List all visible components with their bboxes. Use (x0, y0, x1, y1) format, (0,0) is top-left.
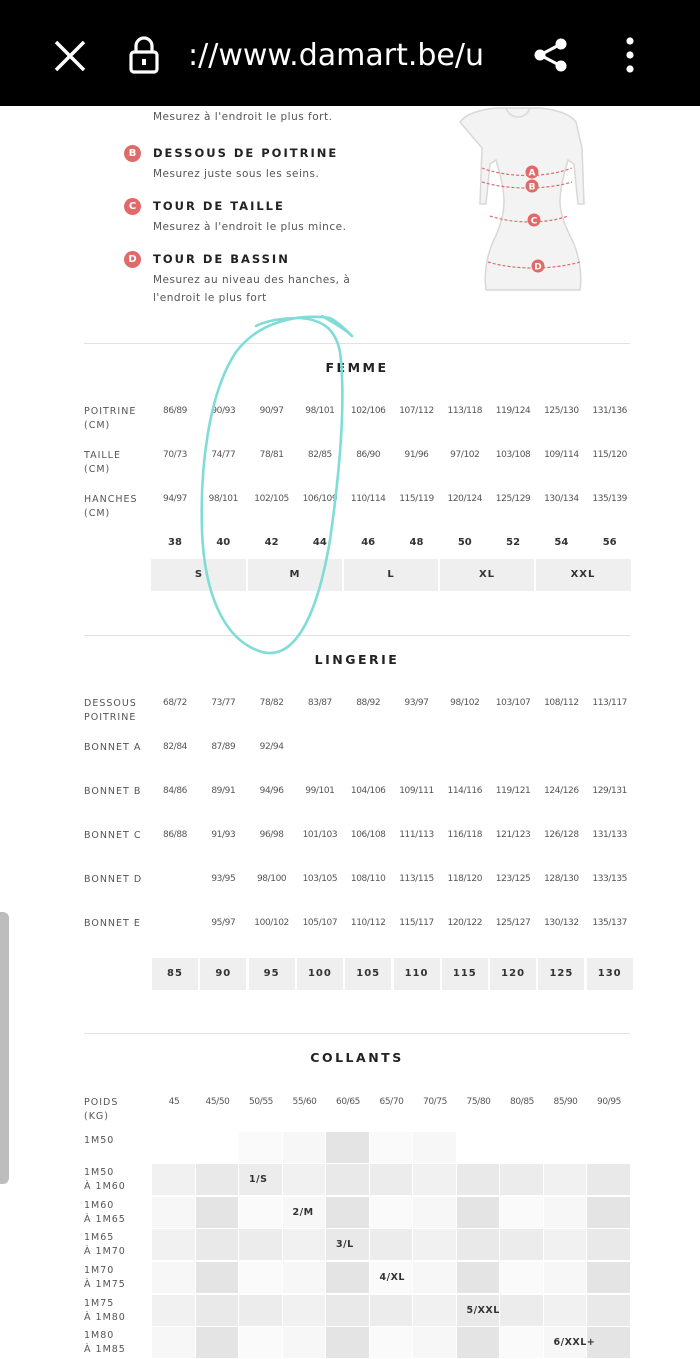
grid-cell (239, 1262, 282, 1293)
table-cell: 89/91 (211, 786, 236, 796)
weight-header: 70/75 (423, 1097, 447, 1107)
row-label: POITRINE (CM) (84, 406, 137, 431)
marker-badge: C (124, 198, 141, 215)
grid-cell (239, 1197, 282, 1228)
weight-header: 55/60 (292, 1097, 317, 1107)
size-number: 38 (168, 537, 182, 548)
table-cell: 107/112 (399, 406, 434, 416)
grid-cell (326, 1164, 369, 1195)
table-cell: 128/130 (544, 874, 579, 884)
grid-cell (544, 1262, 587, 1293)
height-label: 1M70 À 1M75 (84, 1265, 126, 1290)
table-cell: 94/96 (259, 786, 284, 796)
grid-cell (500, 1197, 543, 1228)
grid-cell (457, 1229, 500, 1260)
table-cell: 113/118 (447, 406, 483, 416)
height-label: 1M75 À 1M80 (84, 1298, 126, 1323)
grid-cell (413, 1295, 456, 1326)
table-cell: 120/122 (447, 918, 483, 928)
table-cell: 119/121 (495, 786, 531, 796)
measure-title: DESSOUS DE POITRINE (153, 146, 339, 160)
collants-title: COLLANTS (310, 1050, 404, 1065)
grid-cell (413, 1229, 456, 1260)
table-cell: 83/87 (307, 698, 332, 708)
marker-badge: B (124, 145, 141, 162)
size-letter: M (289, 569, 301, 580)
table-cell: 133/135 (592, 874, 627, 884)
measure-title: TOUR DE BASSIN (153, 252, 290, 266)
grid-cell (196, 1164, 239, 1195)
table-cell: 88/92 (356, 698, 381, 708)
grid-cell (587, 1229, 630, 1260)
table-cell: 91/93 (211, 830, 236, 840)
size-number: 46 (361, 537, 376, 548)
table-cell: 115/117 (399, 918, 434, 928)
scroll-handle[interactable] (0, 912, 9, 1184)
grid-cell (152, 1295, 195, 1326)
table-cell: 111/113 (399, 830, 434, 840)
grid-cell (196, 1229, 239, 1260)
tights-size-label: 2/M (292, 1207, 314, 1218)
grid-cell (283, 1295, 326, 1326)
size-letter: L (387, 569, 395, 580)
grid-cell (239, 1229, 282, 1260)
grid-cell (196, 1262, 239, 1293)
table-cell: 102/105 (254, 494, 289, 504)
grid-cell (326, 1262, 369, 1293)
table-cell: 93/97 (404, 698, 429, 708)
grid-cell (370, 1164, 413, 1195)
grid-cell (370, 1295, 413, 1326)
table-cell: 73/77 (211, 698, 236, 708)
row-label: DESSOUS POITRINE (84, 698, 137, 723)
table-cell: 125/127 (495, 918, 531, 928)
table-cell: 104/106 (350, 786, 386, 796)
size-letter: XXL (570, 569, 596, 580)
measure-desc: Mesurez à l'endroit le plus mince. (153, 221, 347, 233)
size-number: 110 (404, 968, 429, 979)
table-cell: 125/130 (544, 406, 579, 416)
figure-marker-label: C (530, 216, 538, 227)
grid-cell (370, 1229, 413, 1260)
table-cell: 78/82 (259, 698, 284, 708)
table-cell: 101/103 (302, 830, 338, 840)
divider (84, 1033, 630, 1034)
table-cell: 106/109 (302, 494, 338, 504)
divider (84, 343, 630, 344)
row-label: BONNET D (84, 874, 143, 885)
grid-cell (413, 1132, 456, 1163)
grid-cell (326, 1197, 369, 1228)
weight-header: 50/55 (249, 1097, 273, 1107)
grid-cell (152, 1197, 195, 1228)
weight-header: 45/50 (205, 1097, 230, 1107)
table-cell: 86/89 (163, 406, 187, 416)
grid-cell (152, 1327, 195, 1358)
weight-header: 65/70 (379, 1097, 404, 1107)
divider (84, 635, 630, 636)
tights-size-label: 1/S (249, 1174, 268, 1185)
grid-cell (544, 1164, 587, 1195)
grid-cell (587, 1262, 630, 1293)
body-figure (448, 104, 588, 294)
grid-cell (326, 1132, 369, 1163)
table-cell: 105/107 (302, 918, 338, 928)
measure-desc: l'endroit le plus fort (153, 292, 267, 304)
grid-cell (457, 1327, 500, 1358)
size-number: 95 (263, 968, 280, 979)
table-cell: 130/132 (544, 918, 579, 928)
tights-size-label: 5/XXL (466, 1305, 500, 1316)
grid-cell (239, 1295, 282, 1326)
height-label: 1M50 À 1M60 (84, 1167, 126, 1192)
size-number: 52 (506, 537, 521, 548)
grid-cell (544, 1295, 587, 1326)
weight-header: 45 (168, 1097, 180, 1107)
table-cell: 99/101 (305, 786, 335, 796)
size-number: 125 (549, 968, 574, 979)
figure-marker-label: B (528, 182, 536, 193)
table-cell: 119/124 (495, 406, 531, 416)
table-cell: 131/136 (592, 406, 627, 416)
lock-icon[interactable] (127, 35, 161, 75)
table-cell: 129/131 (592, 786, 627, 796)
lingerie-title: LINGERIE (314, 652, 400, 667)
table-cell: 70/73 (163, 450, 187, 460)
table-cell: 87/89 (211, 742, 236, 752)
size-number: 120 (501, 968, 526, 979)
table-cell: 106/108 (350, 830, 386, 840)
size-number: 40 (216, 537, 231, 548)
table-cell: 115/119 (399, 494, 434, 504)
table-cell: 108/112 (544, 698, 579, 708)
grid-cell (196, 1327, 239, 1358)
grid-cell (326, 1327, 369, 1358)
table-cell: 109/114 (544, 450, 579, 460)
table-cell: 102/106 (350, 406, 386, 416)
figure-marker-label: D (534, 262, 542, 273)
grid-cell (413, 1327, 456, 1358)
grid-cell (500, 1262, 543, 1293)
table-cell: 110/112 (350, 918, 386, 928)
tights-size-label: 3/L (336, 1239, 354, 1250)
table-cell: 103/108 (495, 450, 531, 460)
grid-cell (413, 1197, 456, 1228)
table-cell: 130/134 (544, 494, 579, 504)
share-icon[interactable] (532, 36, 570, 74)
table-cell: 109/111 (399, 786, 434, 796)
row-label: BONNET E (84, 918, 141, 929)
table-cell: 92/94 (259, 742, 284, 752)
grid-cell (239, 1327, 282, 1358)
table-cell: 86/90 (356, 450, 381, 460)
weight-header: 85/90 (553, 1097, 578, 1107)
row-label: BONNET A (84, 742, 142, 753)
grid-cell (500, 1164, 543, 1195)
grid-cell (283, 1229, 326, 1260)
size-number: 50 (457, 537, 472, 548)
browser-toolbar (0, 0, 700, 106)
table-cell: 100/102 (254, 918, 289, 928)
weight-header: 60/65 (336, 1097, 360, 1107)
height-label: 1M80 À 1M85 (84, 1330, 126, 1355)
grid-cell (457, 1262, 500, 1293)
grid-cell (370, 1132, 413, 1163)
table-cell: 93/95 (211, 874, 236, 884)
table-cell: 103/107 (495, 698, 531, 708)
grid-cell (457, 1164, 500, 1195)
table-cell: 113/117 (592, 698, 627, 708)
grid-cell (587, 1295, 630, 1326)
grid-cell (196, 1197, 239, 1228)
grid-cell (283, 1132, 326, 1163)
grid-cell (413, 1164, 456, 1195)
table-cell: 108/110 (350, 874, 386, 884)
row-label: TAILLE (CM) (84, 450, 121, 475)
row-label: HANCHES (CM) (84, 494, 138, 519)
table-cell: 135/137 (592, 918, 627, 928)
size-number: 42 (264, 537, 279, 548)
size-number: 100 (307, 968, 332, 979)
size-letter: XL (478, 569, 496, 580)
row-label: BONNET C (84, 830, 142, 841)
table-cell: 94/97 (163, 494, 187, 504)
table-cell: 115/120 (592, 450, 627, 460)
measure-desc: Mesurez au niveau des hanches, à (153, 274, 351, 286)
size-number: 48 (409, 537, 424, 548)
height-label: 1M50 (84, 1135, 115, 1146)
table-cell: 113/115 (399, 874, 434, 884)
marker-badge: D (124, 251, 141, 268)
grid-cell (370, 1327, 413, 1358)
tights-size-label: 6/XXL+ (553, 1337, 596, 1348)
femme-title: FEMME (325, 360, 389, 375)
table-cell: 121/123 (495, 830, 531, 840)
grid-cell (500, 1327, 543, 1358)
table-cell: 90/97 (259, 406, 284, 416)
weight-header: 75/80 (466, 1097, 491, 1107)
table-cell: 120/124 (447, 494, 483, 504)
grid-cell (500, 1229, 543, 1260)
grid-cell (370, 1197, 413, 1228)
size-number: 85 (167, 968, 183, 979)
table-cell: 126/128 (544, 830, 579, 840)
grid-cell (500, 1295, 543, 1326)
table-cell: 114/116 (447, 786, 483, 796)
table-cell: 78/81 (259, 450, 284, 460)
grid-cell (239, 1132, 282, 1163)
table-cell: 123/125 (495, 874, 531, 884)
table-cell: 74/77 (211, 450, 236, 460)
size-number: 105 (356, 968, 381, 979)
table-cell: 82/84 (163, 742, 187, 752)
grid-cell (544, 1229, 587, 1260)
table-cell: 91/96 (404, 450, 429, 460)
table-cell: 84/86 (163, 786, 187, 796)
size-number: 44 (312, 537, 327, 548)
grid-cell (283, 1164, 326, 1195)
table-cell: 135/139 (592, 494, 627, 504)
measure-title: TOUR DE TAILLE (153, 199, 285, 213)
grid-cell (283, 1327, 326, 1358)
table-cell: 124/126 (544, 786, 579, 796)
grid-cell (587, 1197, 630, 1228)
header-label: POIDS (KG) (84, 1097, 119, 1122)
size-number: 115 (452, 968, 477, 979)
weight-header: 80/85 (510, 1097, 534, 1107)
grid-cell (457, 1197, 500, 1228)
table-cell: 110/114 (350, 494, 386, 504)
tights-size-label: 4/XL (379, 1272, 405, 1283)
size-number: 54 (554, 537, 569, 548)
table-cell: 116/118 (447, 830, 483, 840)
table-cell: 131/133 (592, 830, 627, 840)
more-vertical-icon[interactable] (620, 36, 640, 74)
table-cell: 90/93 (211, 406, 236, 416)
table-cell: 98/100 (256, 874, 287, 884)
table-cell: 125/129 (495, 494, 531, 504)
table-cell: 86/88 (163, 830, 187, 840)
measure-desc: Mesurez juste sous les seins. (153, 168, 320, 180)
grid-cell (152, 1262, 195, 1293)
size-number: 130 (597, 968, 622, 979)
grid-cell (283, 1262, 326, 1293)
table-cell: 95/97 (211, 918, 236, 928)
table-cell: 98/102 (450, 698, 480, 708)
url-field[interactable]: ://www.damart.be/u (188, 38, 485, 73)
row-label: BONNET B (84, 786, 142, 797)
measure-cut-text: Mesurez à l'endroit le plus fort. (153, 111, 333, 123)
figure-marker-label: A (528, 168, 536, 179)
table-cell: 103/105 (302, 874, 338, 884)
grid-cell (196, 1295, 239, 1326)
height-label: 1M65 À 1M70 (84, 1232, 126, 1257)
size-number: 90 (215, 968, 232, 979)
table-cell: 82/85 (307, 450, 332, 460)
grid-cell (152, 1229, 195, 1260)
height-label: 1M60 À 1M65 (84, 1200, 126, 1225)
table-cell: 98/101 (208, 494, 238, 504)
table-cell: 97/102 (450, 450, 480, 460)
close-icon[interactable] (52, 38, 88, 74)
table-cell: 68/72 (163, 698, 187, 708)
grid-cell (587, 1164, 630, 1195)
table-cell: 98/101 (305, 406, 335, 416)
grid-cell (152, 1164, 195, 1195)
grid-cell (544, 1197, 587, 1228)
grid-cell (326, 1295, 369, 1326)
weight-header: 90/95 (597, 1097, 621, 1107)
table-cell: 96/98 (259, 830, 284, 840)
size-letter: S (194, 569, 204, 580)
size-number: 56 (602, 537, 617, 548)
table-cell: 118/120 (447, 874, 483, 884)
grid-cell (413, 1262, 456, 1293)
